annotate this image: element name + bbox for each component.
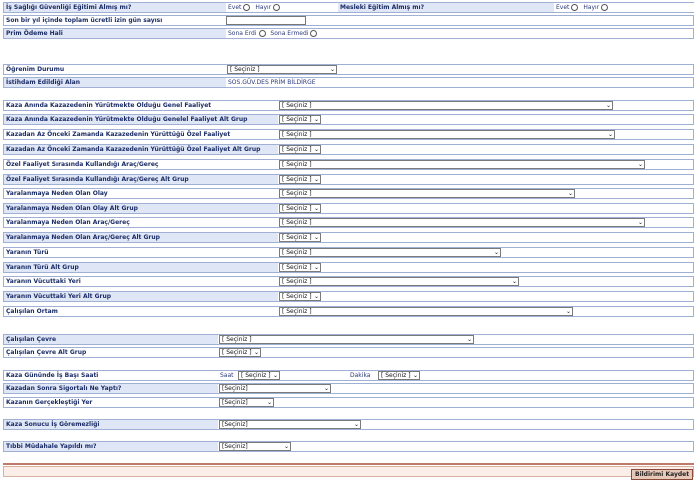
accident-place-row xyxy=(3,397,694,408)
chevron-down-icon: ⌄ xyxy=(412,372,418,379)
accident-field-label: Yaralanmaya Neden Olan Araç/Gereç xyxy=(6,219,130,226)
chevron-down-icon: ⌄ xyxy=(283,443,289,450)
accident-field-row xyxy=(3,114,694,125)
chevron-down-icon: ⌄ xyxy=(605,102,611,109)
start-time-label: Kaza Gününde İş Başı Saati xyxy=(6,372,99,379)
premium-paid-radio[interactable] xyxy=(259,30,266,37)
accident-field-row xyxy=(3,100,694,111)
accident-field-label: Yaranın Vücuttaki Yeri Alt Grup xyxy=(4,292,278,301)
insured-action-label: Kazadan Sonra Sigortalı Ne Yaptı? xyxy=(4,384,218,393)
medical-intervention-row xyxy=(3,441,694,452)
medical-intervention-label: Tıbbi Müdahale Yapıldı mı? xyxy=(4,442,218,451)
accident-field-label: Kaza Anında Kazazedenin Yürütmekte Olduğu Genelel Faaliyet Alt Grup xyxy=(4,115,278,124)
leave-days-input[interactable] xyxy=(226,16,306,25)
footer-bar xyxy=(3,466,694,477)
accident-result-select[interactable]: [Seçiniz] ⌄ xyxy=(219,420,361,429)
accident-field-row xyxy=(3,203,694,214)
leave-days-label: Son bir yıl içinde toplam ücretli izin gün sayısı xyxy=(6,17,163,24)
accident-field-select[interactable]: [ Seçiniz ] ⌄ xyxy=(279,248,501,257)
accident-field-select[interactable]: [ Seçiniz ] ⌄ xyxy=(279,160,645,169)
education-row xyxy=(3,64,694,75)
accident-field-row xyxy=(3,129,694,140)
chevron-down-icon: ⌄ xyxy=(313,146,319,153)
chevron-down-icon: ⌄ xyxy=(313,116,319,123)
chevron-down-icon: ⌄ xyxy=(493,249,499,256)
chevron-down-icon: ⌄ xyxy=(353,421,359,428)
premium-paid-label: Sona Erdi xyxy=(228,30,257,37)
hour-select[interactable]: [ Seçiniz ] ⌄ xyxy=(238,371,280,380)
chevron-down-icon: ⌄ xyxy=(565,308,571,315)
chevron-down-icon: ⌄ xyxy=(272,372,278,379)
environment-select[interactable]: [ Seçiniz ] ⌄ xyxy=(219,335,474,344)
safety-no-label: Hayır xyxy=(255,4,272,11)
accident-field-row xyxy=(3,247,694,258)
accident-field-label: Çalışılan Ortam xyxy=(6,308,58,315)
environment-subgroup-row xyxy=(3,347,694,358)
premium-status-label: Prim Ödeme Hali xyxy=(4,29,226,38)
environment-label: Çalışılan Çevre xyxy=(4,335,218,344)
minute-select[interactable]: [ Seçiniz ] ⌄ xyxy=(378,371,420,380)
accident-field-row xyxy=(3,217,694,228)
accident-field-select[interactable]: [ Seçiniz ] ⌄ xyxy=(279,307,573,316)
chevron-down-icon: ⌄ xyxy=(253,349,259,356)
footer-divider xyxy=(3,463,694,465)
vocational-yes-radio[interactable] xyxy=(571,4,578,11)
accident-field-select[interactable]: [ Seçiniz ] ⌄ xyxy=(279,204,321,213)
hour-label: Saat xyxy=(218,371,238,380)
accident-field-select[interactable]: [ Seçiniz ] ⌄ xyxy=(279,233,321,242)
accident-field-select[interactable]: [ Seçiniz ] ⌄ xyxy=(279,130,615,139)
environment-subgroup-select[interactable]: [ Seçiniz ] ⌄ xyxy=(219,348,261,357)
environment-subgroup-label: Çalışılan Çevre Alt Grup xyxy=(6,349,87,356)
chevron-down-icon: ⌄ xyxy=(637,219,643,226)
accident-result-label: Kaza Sonucu İş Göremezliği xyxy=(4,420,218,429)
safety-yes-radio[interactable] xyxy=(243,4,250,11)
accident-field-row xyxy=(3,291,694,302)
chevron-down-icon: ⌄ xyxy=(266,399,272,406)
accident-field-select[interactable]: [ Seçiniz ] ⌄ xyxy=(279,218,645,227)
chevron-down-icon: ⌄ xyxy=(637,161,643,168)
accident-field-row xyxy=(3,306,694,317)
employment-area-row xyxy=(3,77,694,88)
chevron-down-icon: ⌄ xyxy=(313,264,319,271)
accident-field-select[interactable]: [ Seçiniz ] ⌄ xyxy=(279,175,321,184)
chevron-down-icon: ⌄ xyxy=(313,176,319,183)
accident-result-row xyxy=(3,419,694,430)
accident-field-label: Kaza Anında Kazazedenin Yürütmekte Olduğu Genel Faaliyet xyxy=(6,102,212,109)
chevron-down-icon: ⌄ xyxy=(313,234,319,241)
accident-field-row xyxy=(3,159,694,170)
chevron-down-icon: ⌄ xyxy=(511,278,517,285)
insured-action-row xyxy=(3,383,694,394)
safety-no-radio[interactable] xyxy=(273,4,280,11)
accident-place-select[interactable]: [Seçiniz] ⌄ xyxy=(219,398,274,407)
chevron-down-icon: ⌄ xyxy=(567,190,573,197)
accident-field-row xyxy=(3,188,694,199)
accident-field-label: Kazadan Az Önceki Zamanda Kazazedenin Yürüttüğü Özel Faaliyet Alt Grup xyxy=(4,145,278,154)
safety-yes-label: Evet xyxy=(228,4,242,11)
accident-field-label: Yaralanmaya Neden Olan Olay xyxy=(6,190,108,197)
accident-field-select[interactable]: [ Seçiniz ] ⌄ xyxy=(279,115,321,124)
premium-not-paid-label: Sona Ermedi xyxy=(270,30,309,37)
medical-intervention-select[interactable]: [Seçiniz] ⌄ xyxy=(219,442,291,451)
education-select[interactable]: [ Seçiniz ] ⌄ xyxy=(227,65,337,74)
education-label: Öğrenim Durumu xyxy=(6,66,65,73)
premium-status-row xyxy=(3,28,694,39)
vocational-no-radio[interactable] xyxy=(601,4,608,11)
accident-field-row xyxy=(3,144,694,155)
accident-field-select[interactable]: [ Seçiniz ] ⌄ xyxy=(279,101,613,110)
accident-field-select[interactable]: [ Seçiniz ] ⌄ xyxy=(279,292,321,301)
premium-not-paid-radio[interactable] xyxy=(310,30,317,37)
accident-field-select[interactable]: [ Seçiniz ] ⌄ xyxy=(279,145,321,154)
start-time-row xyxy=(3,370,694,381)
accident-field-label: Yaranın Türü xyxy=(6,249,49,256)
chevron-down-icon: ⌄ xyxy=(329,66,335,73)
vocational-no-label: Hayır xyxy=(583,4,600,11)
chevron-down-icon: ⌄ xyxy=(607,131,613,138)
insured-action-select[interactable]: [Seçiniz] ⌄ xyxy=(219,384,331,393)
minute-label: Dakika xyxy=(348,371,378,380)
chevron-down-icon: ⌄ xyxy=(466,336,472,343)
environment-row xyxy=(3,334,694,345)
accident-field-label: Özel Faaliyet Sırasında Kullandığı Araç/Gereç Alt Grup xyxy=(4,175,278,184)
accident-field-row xyxy=(3,262,694,273)
accident-field-label: Yaranın Vücuttaki Yeri xyxy=(6,278,81,285)
safety-training-label: İş Sağlığı Güvenliği Eğitimi Almış mı? xyxy=(4,3,226,12)
accident-field-label: Yaralanmaya Neden Olan Araç/Gereç Alt Grup xyxy=(4,233,278,242)
chevron-down-icon: ⌄ xyxy=(313,205,319,212)
accident-field-label: Kazadan Az Önceki Zamanda Kazazedenin Yürüttüğü Özel Faaliyet xyxy=(6,131,231,138)
employment-area-value: SOS.GÜV.DES PRİM BİLDİRGE xyxy=(226,78,428,87)
accident-field-select[interactable]: [ Seçiniz ] ⌄ xyxy=(279,263,321,272)
premium-status-options xyxy=(226,29,378,38)
accident-field-label: Yaranın Türü Alt Grup xyxy=(4,263,278,272)
vocational-training-label: Mesleki Eğitim Almış mı? xyxy=(338,3,554,12)
leave-days-row xyxy=(3,15,694,26)
accident-place-label: Kazanın Gerçekleştiği Yer xyxy=(6,399,93,406)
accident-field-row xyxy=(3,232,694,243)
accident-field-select[interactable]: [ Seçiniz ] ⌄ xyxy=(279,277,519,286)
vocational-training-options xyxy=(554,3,695,12)
safety-training-options xyxy=(226,3,338,12)
employment-area-label: İstihdam Edildiği Alan xyxy=(4,78,226,87)
chevron-down-icon: ⌄ xyxy=(323,385,329,392)
vocational-yes-label: Evet xyxy=(556,4,570,11)
accident-field-label: Özel Faaliyet Sırasında Kullandığı Araç/Gereç xyxy=(6,161,159,168)
accident-field-label: Yaralanmaya Neden Olan Olay Alt Grup xyxy=(4,204,278,213)
chevron-down-icon: ⌄ xyxy=(313,293,319,300)
save-report-button[interactable]: Bildirimi Kaydet xyxy=(631,469,693,480)
accident-field-row xyxy=(3,174,694,185)
accident-field-row xyxy=(3,276,694,287)
accident-field-select[interactable]: [ Seçiniz ] ⌄ xyxy=(279,189,575,198)
safety-training-row xyxy=(3,2,694,13)
